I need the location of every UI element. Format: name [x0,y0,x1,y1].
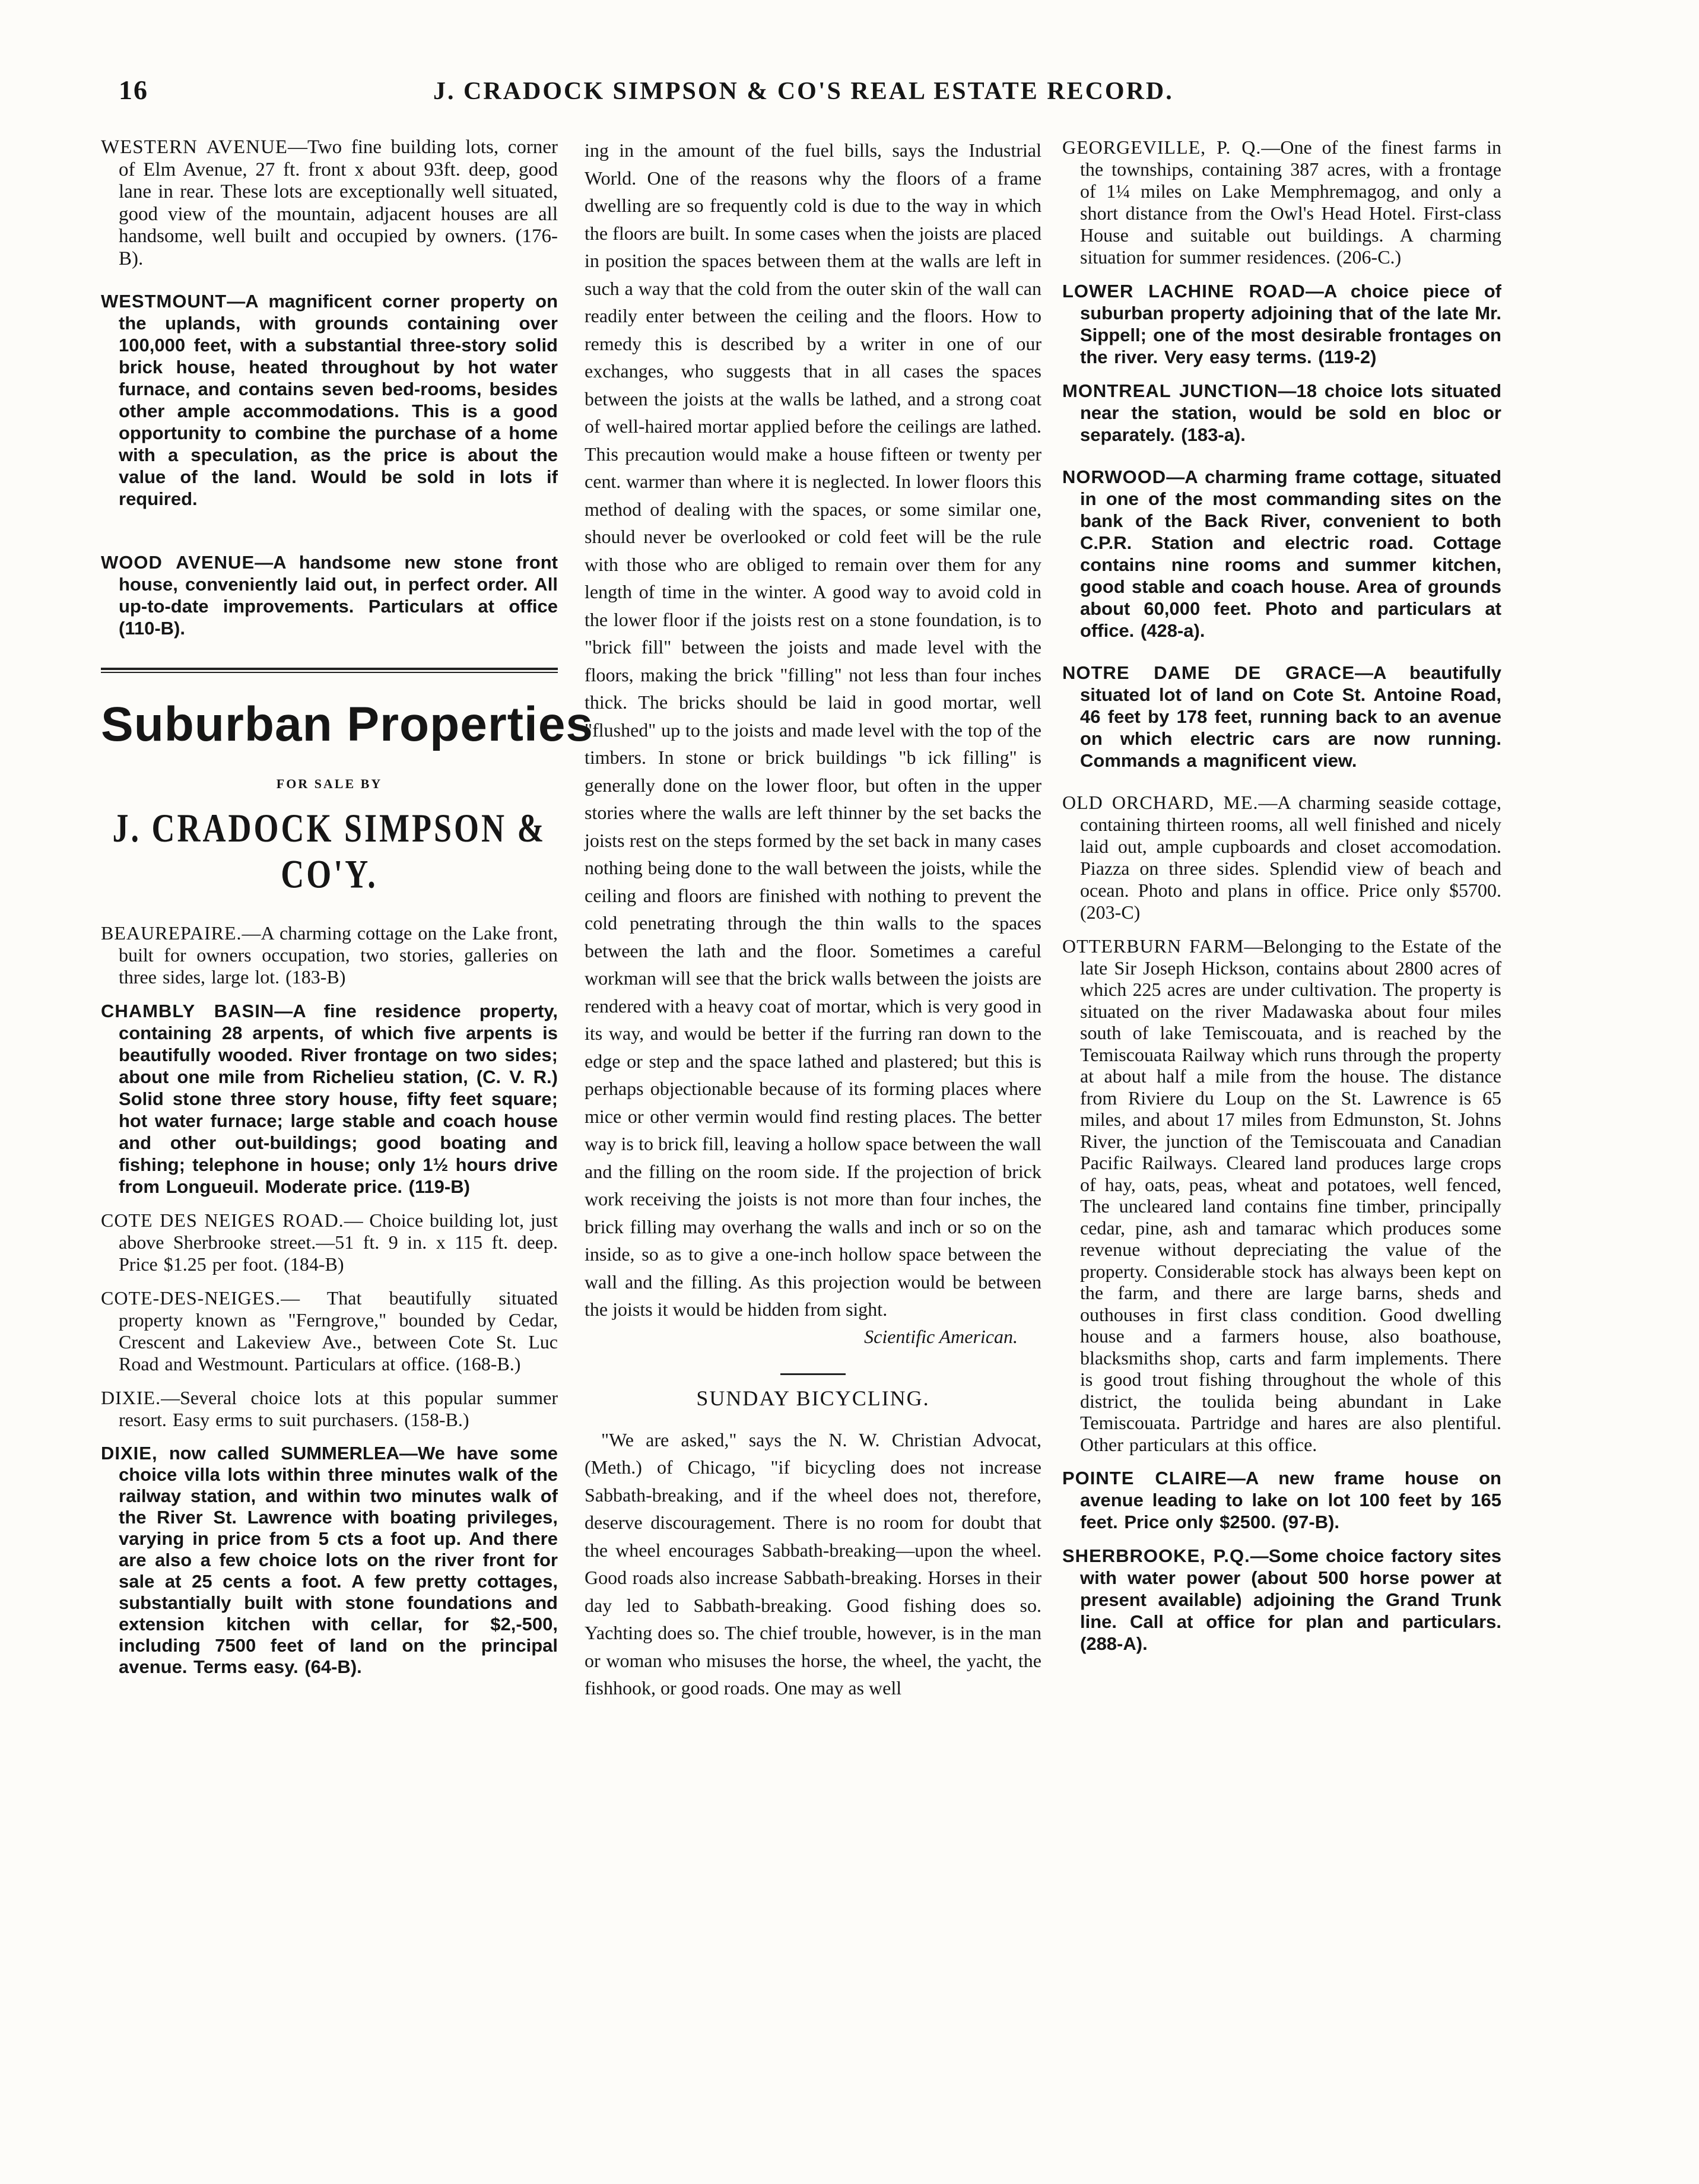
listing-head: GEORGEVILLE, P. Q. [1062,136,1262,158]
listing-text: —Several choice lots at this popular summer resort. Easy erms to suit purchasers. (158-B.) [119,1387,558,1430]
article-title: SUNDAY BICYCLING. [696,1386,930,1410]
listing-wood-avenue [101,551,558,639]
column-left [101,136,594,1690]
listing-text: —A charming cottage on the Lake front, built for owners occupation, two stories, galleries on three sides, large lot. (183-B) [119,922,558,988]
listing-text: —A new frame house on avenue leading to lake on lot 100 feet by 165 feet. Price only $2500. (97-B). [1080,1468,1501,1532]
listing-cote-des-neiges [101,1287,558,1375]
column-right [1062,136,1501,1666]
listing-head: OLD ORCHARD, ME. [1062,792,1259,813]
listing-lower-lachine-road [1062,280,1501,368]
listing-text: —Belonging to the Estate of the late Sir Joseph Hickson, contains about 2800 acres of which 225 acres are under cultivation. The property is situated on the river Madawaska about four miles south of lake Temiscouata, and is reached by the Temiscouata Railway which runs through the property at about half a mile from the house. The distance from Riviere du Loup on the St. Lawrence is 65 miles, and about 17 miles from Edmunston, St. Johns River, the junction of the Temiscouata and Canadian Pacific Railways. Cleared land produces large crops of hay, oats, peas, wheat and potatoes, well fenced, The uncleared land contains fine timber, principally cedar, pine, ash and tamarac which produces some revenue without depreciating the value of the property. Considerable stock has always been kept on the farm, and there are large barns, sheds and outhouses in first class condition. Good dwelling house and a farmers house, also boathouse, blacksmiths shop, carts and farm implements. There is good trout fishing throughout the whole of this district, the toulida being abundant in Lake Temiscouata. Partridge and hares are also plentiful. Other particulars at this office. [1080,935,1502,1455]
article-divider [780,1373,846,1375]
listing-head: COTE-DES-NEIGES. [101,1287,281,1309]
firm-name: J. CRADOCK SIMPSON & CO'Y. [112,805,547,897]
section-title: Suburban Properties [101,697,594,751]
page-number: 16 [119,75,148,105]
listing-chambly-basin [101,1000,558,1198]
listing-text: —18 choice lots situated near the station, would be sold en bloc or separately. (183-a). [1080,380,1502,445]
listing-westmount [101,290,558,510]
listing-notre-dame-de-grace [1062,662,1501,772]
listing-otterburn-farm [1062,935,1501,1455]
listing-georgeville [1062,136,1501,268]
listing-text: —A choice piece of suburban property adjoining that of the late Mr. Sippell; one of the most desirable frontages on the river. Very easy terms. (119-2) [1080,281,1501,367]
column-middle [585,136,1041,1702]
article-fuel-bills: ing in the amount of the fuel bills, says the Industrial World. One of the reasons why the floors of a frame dwelling are so frequently cold is due to the way in which the floors are built. In some cases when the joists are placed in position the spaces between them at the walls are left in such a way that the cold from the outer skin of the wall can readily enter between the ceiling and the floors. How to remedy this is described by a writer in one of our exchanges, who suggests that in all cases the spaces between the joists at the walls be lathed, and a strong coat of well-haired mortar applied before the ceilings are lathed. This precaution would make a house fifteen or twenty per cent. warmer than where it is neglected. In lower floors this method of dealing with the spaces, or some similar one, should never be overlooked or cold feet will be the rule with those who are obliged to remain over them for any length of time in the winter. A good way to avoid cold in the lower floor if the joists rest on a stone foundation, is to "brick fill" between the joists and made level with the floors, making the brick "filling" not less than four inches thick. The bricks should be laid in good mortar, well "flushed" up to the joists and made level with the top of the timbers. In stone or brick buildings "b ick filling" is generally done on the lower floor, but often in the upper stories where the walls are left thinner by the set backs the joists rest on the steps formed by the set back in many cases nothing being done to the wall between the joists, while the ceiling and floors are finished with nothing to prevent the cold penetrating through the thin walls to the spaces between the lath and the floor. Sometimes a careful workman will see that the brick walls between the joists are rendered with a heavy coat of mortar, which is very good in its way, and would be better if the furring ran down to the edge or step and the space lathed and plastered; but this is perhaps objectionable because of its forming places where mice or other vermin would find resting places. The better way is to brick fill, leaving a hollow space between the wall and the filling on the room side. If the projection of brick work receiving the joists is not more than four inches, the brick filling may overhang the walls and inch or so on the inside, so as to give a one-inch hollow space between the wall and the filling. As this projection would be between the joists it would be hidden from sight. [585,139,1041,1320]
running-title: J. CRADOCK SIMPSON & CO'S REAL ESTATE RECORD. [433,78,1174,105]
listing-pointe-claire [1062,1467,1501,1533]
article-sunday-bicycling: "We are asked," says the N. W. Christian Advocat, (Meth.) of Chicago, "if bicycling does not increase Sabbath-breaking, and if the wheel does not, therefore, deserve discouragement. There is no room for doubt that the wheel encourages Sabbath-breaking—upon the wheel. Good roads also increase Sabbath-breaking. Horses in their day led to Sabbath-breaking. Good fishing does so. Yachting does so. The chief trouble, however, is in the man or woman who misuses the horse, the wheel, the yacht, the fishhook, or good roads. One may as well [585,1429,1041,1699]
listing-text: — Choice building lot, just above Sherbrooke street.—51 ft. 9 in. x 115 ft. deep. Price $1.25 per foot. (184-B) [119,1210,558,1275]
listing-dixie [101,1387,558,1431]
listing-western-avenue [101,136,558,270]
listing-montreal-junction [1062,380,1501,446]
listing-beaurepaire [101,922,558,988]
listing-text: —Two fine building lots, corner of Elm Avenue, 27 ft. front x about 93ft. deep, good lane in rear. These lots are exceptionally well situated, good view of the mountain, adjacent houses are all handsome, well built and occupied by owners. (176-B). [119,136,558,269]
listing-cote-des-neiges-road [101,1210,558,1275]
listing-text: — That beautifully situated property known as "Ferngrove," bounded by Cedar, Crescent and Lakeview Ave., between Cote St. Luc Road and Westmount. Particulars at office. (168-B.) [119,1287,558,1374]
listing-dixie-summerlea [101,1443,558,1678]
listing-text: now called SUMMERLEA—We have some choice villa lots within three minutes walk of the railway station, and within two minutes walk of the River St. Lawrence with boating privileges, varying in price from 5 cts a foot up. And there are also a few choice lots on the river front for sale at 25 cents a foot. A few pretty cottages, substantially built with stone foundations and extension kitchen with cellar, for $2,-500, including 7500 feet of land on the principal avenue. Terms easy. (64-B). [119,1443,558,1677]
listing-text: —A handsome new stone front house, conveniently laid out, in perfect order. All up-to-date improvements. Particulars at office (110-B). [119,552,558,639]
listing-text: —A beautifully situated lot of land on Cote St. Antoine Road, 46 feet by 178 feet, running back to an avenue on which electric cars are now running. Commands a magnificent view. [1080,662,1501,771]
listing-head: WESTMOUNT [101,291,227,312]
listing-head: DIXIE. [101,1387,161,1408]
listing-text: —A charming frame cottage, situated in one of the most commanding sites on the bank of the Back River, convenient to both C.P.R. Station and electric road. Cottage contains nine rooms and summer kitchen, good stable and coach house. Area of grounds about 60,000 feet. Photo and particulars at office. (428-a). [1080,466,1501,641]
listing-text: —A magnificent corner property on the uplands, with grounds containing over 100,000 feet, with a substantial three-story solid brick house, heated throughout by hot water furnace, and contains seven bed-rooms, besides other ample accommodations. This is a good opportunity to combine the purchase of a home with a speculation, as the price is about the value of the land. Would be sold in lots if required. [119,291,558,509]
listing-head: DIXIE, [101,1443,158,1464]
listing-head: MONTREAL JUNCTION [1062,380,1278,401]
listing-head: SHERBROOKE, P.Q. [1062,1545,1250,1566]
listing-head: CHAMBLY BASIN [101,1001,275,1021]
listing-head: LOWER LACHINE ROAD [1062,281,1306,301]
listing-text: —Some choice factory sites with water power (about 500 horse power at present available) adjoining the Grand Trunk line. Call at office for plan and particulars. (288-A). [1080,1545,1501,1654]
listing-head: COTE DES NEIGES ROAD. [101,1210,344,1231]
for-sale-by: FOR SALE BY [276,776,383,791]
listing-head: OTTERBURN FARM [1062,935,1244,957]
listing-text: —One of the finest farms in the townships, containing 387 acres, with a frontage of 1¼ miles on Lake Memphremagog, and only a short distance from the Owl's Head Hotel. First-class House and suitable out buildings. A charming situation for summer residences. (206-C.) [1080,136,1501,268]
listing-text: —A fine residence property, containing 28 arpents, of which five arpents is beautifully wooded. River frontage on two sides; about one mile from Richelieu station, (C. V. R.) Solid stone three story house, fifty feet square; hot water furnace; large stable and coach house and other out-buildings; good boating and fishing; telephone in house; only 1½ hours drive from Longueuil. Moderate price. (119-B) [119,1001,558,1197]
listing-head: WOOD AVENUE [101,552,255,573]
listing-head: NOTRE DAME DE GRACE [1062,662,1355,683]
listing-text: —A charming seaside cottage, containing thirteen rooms, all well finished and nicely laid out, ample cupboards and closet accomodation. Piazza on three sides. Splendid view of beach and ocean. Photo and plans in office. Price only $5700. (203-C) [1080,792,1501,923]
listing-old-orchard [1062,792,1501,923]
article-source: Scientific American. [864,1325,1018,1347]
listing-sherbrooke [1062,1545,1501,1655]
listing-head: NORWOOD [1062,466,1167,487]
listing-norwood [1062,466,1501,642]
section-divider [101,668,558,673]
listing-head: POINTE CLAIRE [1062,1468,1227,1488]
listing-head: WESTERN AVENUE [101,136,288,158]
listing-head: BEAUREPAIRE. [101,922,242,944]
